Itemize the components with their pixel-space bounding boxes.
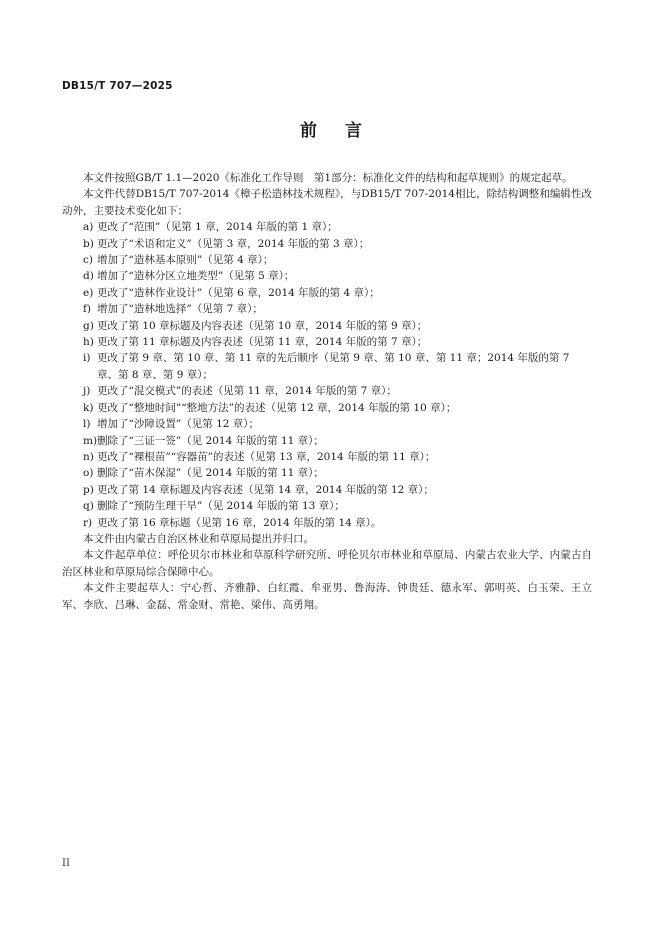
list-item-text: 更改了第 16 章标题（见第 16 章，2014 年版的第 14 章）。 — [97, 516, 382, 529]
list-item — [62, 400, 592, 416]
list-marker: j) — [83, 385, 91, 398]
list-item — [62, 318, 592, 334]
list-item — [62, 482, 592, 498]
list-item — [62, 334, 592, 350]
list-marker: d) — [83, 270, 94, 283]
document-code: DB15/T 707—2025 — [62, 80, 173, 92]
changes-list — [62, 219, 592, 531]
list-item — [62, 433, 592, 449]
list-item-text: 更改了第 11 章标题及内容表述（见第 11 章，2014 年版的第 7 章）； — [97, 336, 428, 349]
list-item-text: 更改了第 9 章、第 10 章、第 11 章的先后顺序（见第 9 章、第 10 章、第 11 章；2014 年版的第 7 章、第 8 章、第 9 章）； — [97, 352, 570, 381]
list-marker: q) — [83, 500, 94, 513]
list-item — [62, 515, 592, 531]
list-marker: o) — [83, 467, 94, 480]
list-marker: f) — [83, 303, 91, 316]
list-item — [62, 498, 592, 514]
list-marker: k) — [83, 401, 94, 414]
list-item — [62, 252, 592, 268]
list-item-text: 增加了“造林地选择”（见第 7 章）； — [97, 303, 263, 316]
intro-paragraph: 本文件按照GB/T 1.1—2020《标准化工作导则 第1部分：标准化文件的结构和起草规则》的规定起草。 — [83, 172, 573, 184]
list-item-text: 更改了“造林作业设计”（见第 6 章，2014 年版的第 4 章）； — [97, 286, 380, 299]
list-item-text: 删除了“三证一签”（见 2014 年版的第 11 章）； — [97, 434, 324, 447]
list-item — [62, 301, 592, 317]
closing-paragraph: 本文件主要起草人：宁心哲、齐雅静、白红霞、牟亚男、鲁海涛、钟贵廷、德永军、郭明英、白玉荣、王立军、李欣、吕琳、金磊、常金财、常艳、梁伟、高勇翔。 — [62, 582, 592, 611]
list-marker: r) — [83, 516, 93, 529]
list-item-text: 更改了“整地时间”“整地方法”的表述（见第 12 章，2014 年版的第 10 章）； — [97, 401, 457, 414]
list-item-text: 增加了“沙障设置”（见第 12 章）； — [97, 418, 260, 431]
list-marker: b) — [83, 237, 94, 250]
list-item-text: 更改了“裸根苗”“容器苗”的表述（见第 13 章，2014 年版的第 11 章）； — [97, 450, 436, 463]
list-marker: c) — [83, 254, 93, 267]
page-number: II — [62, 858, 70, 869]
list-marker: g) — [83, 319, 94, 332]
list-item-text: 删除了“苗木保湿”（见 2014 年版的第 11 章）； — [97, 467, 324, 480]
closing-paragraph: 本文件由内蒙古自治区林业和草原局提出并归口。 — [83, 532, 314, 545]
list-item-text: 增加了“造林基本原则”（见第 4 章）； — [97, 254, 274, 267]
list-marker: m) — [83, 434, 98, 447]
list-item-text: 删除了“预防生理干旱”（见 2014 年版的第 13 章）； — [97, 500, 345, 513]
list-item-text: 增加了“造林分区立地类型”（见第 5 章）； — [97, 270, 295, 283]
list-item — [62, 465, 592, 481]
page-title: 前言 — [300, 121, 390, 141]
list-item-text: 更改了“混交模式”的表述（见第 11 章，2014 年版的第 7 章）； — [97, 385, 397, 398]
list-item — [62, 236, 592, 252]
list-item — [62, 449, 592, 465]
list-item-text: 更改了第 10 章标题及内容表述（见第 10 章，2014 年版的第 9 章）； — [97, 319, 428, 332]
list-marker: p) — [83, 483, 94, 496]
list-marker: a) — [83, 221, 94, 234]
closing-paragraph: 本文件起草单位：呼伦贝尔市林业和草原科学研究所、呼伦贝尔市林业和草原局、内蒙古农业大学、内蒙古自治区林业和草原局综合保障中心。 — [62, 549, 592, 578]
list-item — [62, 219, 592, 235]
list-marker: h) — [83, 336, 94, 349]
foreword-body — [62, 170, 592, 613]
list-item-text: 更改了“术语和定义”（见第 3 章，2014 年版的第 3 章）； — [97, 237, 370, 250]
list-item-text: 更改了“范围”（见第 1 章，2014 年版的第 1 章）； — [97, 221, 338, 234]
list-marker: l) — [83, 418, 91, 431]
list-item — [62, 285, 592, 301]
list-item-text: 更改了第 14 章标题及内容表述（见第 14 章，2014 年版的第 12 章）； — [97, 483, 434, 496]
list-item — [62, 350, 592, 383]
list-item — [62, 383, 592, 399]
list-item — [62, 268, 592, 284]
intro-paragraph: 本文件代替DB15/T 707-2014《樟子松造林技术规程》，与DB15/T 707-2014相比，除结构调整和编辑性改动外，主要技术变化如下： — [62, 188, 592, 217]
list-marker: n) — [83, 450, 94, 463]
list-item — [62, 416, 592, 432]
list-marker: e) — [83, 286, 94, 299]
list-marker: i) — [83, 352, 91, 365]
